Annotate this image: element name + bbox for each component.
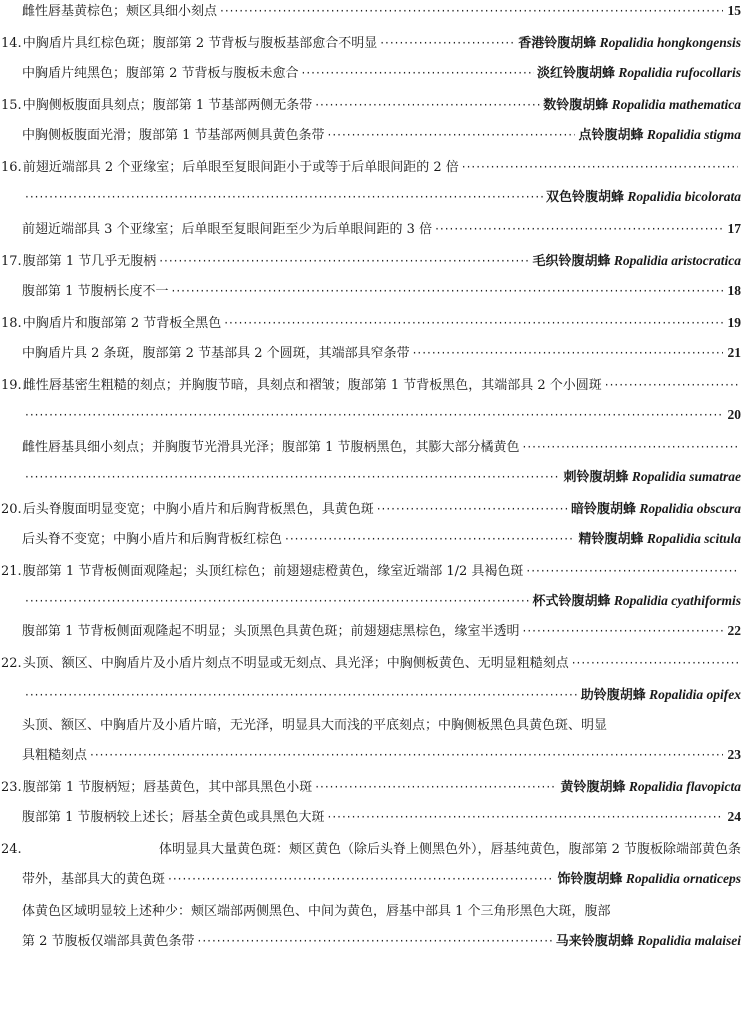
next-couplet-number: 15 — [727, 3, 741, 18]
key-line — [0, 744, 745, 766]
dot-leader — [198, 933, 553, 950]
couplet-reference — [726, 282, 742, 300]
character-description: 后头脊腹面明显变宽；中胸小盾片和后胸背板黑色，具黄色斑 — [22, 501, 374, 517]
key-line — [0, 156, 745, 178]
species-result — [556, 932, 741, 950]
character-description: 腹部第 1 节腹柄短；唇基黄色，其中部具黑色小斑 — [22, 779, 313, 795]
couplet-number: 20. — [1, 501, 22, 517]
next-couplet-number: 17 — [727, 221, 741, 236]
species-chinese-name: 淡红铃腹胡蜂 — [536, 66, 615, 81]
dot-leader — [224, 315, 722, 332]
dot-leader — [315, 97, 540, 114]
dot-leader — [302, 65, 534, 82]
couplet-number: 24. — [1, 841, 22, 857]
next-couplet-number: 22 — [727, 623, 741, 638]
species-scientific-name: Ropalidia rufocollaris — [614, 65, 741, 80]
character-description: 雌性唇基黄棕色；颊区具细小刻点 — [22, 3, 218, 19]
key-line — [0, 498, 745, 520]
key-line — [0, 528, 745, 550]
species-chinese-name: 助铃腹胡蜂 — [580, 688, 646, 703]
species-scientific-name: Ropalidia cyathiformis — [610, 593, 741, 608]
key-line — [0, 62, 745, 84]
key-line — [0, 620, 745, 642]
dot-leader — [523, 623, 723, 640]
key-line — [0, 404, 745, 426]
character-description: 雌性唇基密生粗糙的刻点；并胸腹节暗，具刻点和褶皱；腹部第 1 节背板黑色，其端部具 2 个小圆斑 — [22, 377, 602, 393]
species-result — [532, 252, 741, 270]
character-description: 头顶、额区、中胸盾片及小盾片刻点不明显或无刻点、具光泽；中胸侧板黄色、无明显粗糙刻点 — [22, 655, 569, 671]
character-description: 中胸侧板腹面具刻点；腹部第 1 节基部两侧无条带 — [22, 97, 313, 113]
key-line — [0, 374, 745, 396]
couplet-reference — [726, 406, 742, 424]
dot-leader — [328, 127, 576, 144]
character-description: 中胸盾片纯黑色；腹部第 2 节背板与腹板未愈合 — [22, 65, 299, 81]
species-chinese-name: 数铃腹胡蜂 — [543, 98, 609, 113]
couplet-reference — [726, 220, 742, 238]
couplet-reference — [726, 808, 742, 826]
key-line — [0, 32, 745, 54]
species-scientific-name: Ropalidia mathematica — [608, 97, 741, 112]
key-line — [0, 250, 745, 272]
species-scientific-name: Ropalidia aristocratica — [610, 253, 741, 268]
couplet-reference — [726, 344, 742, 362]
dot-leader — [159, 253, 529, 270]
dot-leader — [462, 159, 738, 176]
dot-leader — [605, 377, 738, 394]
couplet-number: 15. — [1, 97, 22, 113]
species-chinese-name: 马来铃腹胡蜂 — [555, 934, 634, 949]
species-scientific-name: Ropalidia obscura — [635, 501, 741, 516]
character-description: 中胸盾片和腹部第 2 节背板全黑色 — [22, 315, 222, 331]
species-result — [546, 188, 741, 206]
species-result — [578, 126, 741, 144]
character-description: 腹部第 1 节背板侧面观隆起；头顶红棕色；前翅翅痣橙黄色，缘室近端部 1/2 具褐色斑 — [22, 563, 524, 579]
species-chinese-name: 暗铃腹胡蜂 — [570, 502, 636, 517]
species-scientific-name: Ropalidia opifex — [645, 687, 741, 702]
couplet-number: 23. — [1, 779, 22, 795]
next-couplet-number: 24 — [727, 809, 741, 824]
key-line — [0, 652, 745, 674]
dot-leader — [435, 221, 722, 238]
couplet-reference — [726, 2, 742, 20]
next-couplet-number: 20 — [727, 407, 741, 422]
species-scientific-name: Ropalidia flavopicta — [625, 779, 741, 794]
character-description: 中胸盾片具 2 条斑，腹部第 2 节基部具 2 个圆斑，其端部具窄条带 — [22, 345, 410, 361]
species-result — [571, 500, 741, 518]
dot-leader — [220, 3, 722, 20]
species-scientific-name: Ropalidia bicolorata — [623, 189, 741, 204]
species-scientific-name: Ropalidia sumatrae — [628, 469, 741, 484]
next-couplet-number: 21 — [727, 345, 741, 360]
dot-leader — [413, 345, 723, 362]
couplet-reference — [726, 314, 742, 332]
dot-leader — [172, 283, 723, 300]
species-scientific-name: Ropalidia malaisei — [633, 933, 741, 948]
species-result — [557, 870, 741, 888]
species-result — [581, 686, 741, 704]
character-description: 腹部第 1 节几乎无腹柄 — [22, 253, 157, 269]
couplet-number: 22. — [1, 655, 22, 671]
species-result — [537, 64, 741, 82]
next-couplet-number: 18 — [727, 283, 741, 298]
key-line — [0, 342, 745, 364]
species-scientific-name: Ropalidia stigma — [643, 127, 741, 142]
species-scientific-name: Ropalidia ornaticeps — [622, 871, 741, 886]
dot-leader — [328, 809, 723, 826]
dot-leader — [572, 655, 738, 672]
species-result — [578, 530, 741, 548]
character-description: 中胸侧板腹面光滑；腹部第 1 节基部两侧具黄色条带 — [22, 127, 325, 143]
key-line — [0, 218, 745, 240]
species-chinese-name: 毛织铃腹胡蜂 — [532, 254, 611, 269]
key-line — [0, 714, 745, 736]
character-description: 前翅近端部具 2 个亚缘室；后单眼至复眼间距小于或等于后单眼间距的 2 倍 — [22, 159, 459, 175]
dot-leader — [25, 469, 560, 486]
species-result — [532, 592, 741, 610]
next-couplet-number: 23 — [727, 747, 741, 762]
key-line — [0, 280, 745, 302]
dot-leader — [25, 407, 723, 424]
character-description: 中胸盾片具红棕色斑；腹部第 2 节背板与腹板基部愈合不明显 — [22, 35, 378, 51]
key-line — [0, 684, 745, 706]
character-description: 带外，基部具大的黄色斑 — [22, 871, 166, 887]
key-line — [0, 124, 745, 146]
species-chinese-name: 香港铃腹胡蜂 — [518, 36, 597, 51]
couplet-number: 19. — [1, 377, 22, 393]
character-description: 腹部第 1 节腹柄长度不一 — [22, 283, 169, 299]
species-chinese-name: 杯式铃腹胡蜂 — [532, 594, 611, 609]
couplet-number: 14. — [1, 35, 22, 51]
species-chinese-name: 饰铃腹胡蜂 — [557, 872, 623, 887]
dot-leader — [523, 439, 738, 456]
character-description: 前翅近端部具 3 个亚缘室；后单眼至复眼间距至少为后单眼间距的 3 倍 — [22, 221, 433, 237]
character-description: 体明显具大量黄色斑：颊区黄色（除后头脊上侧黑色外），唇基纯黄色，腹部第 2 节腹板除端部黄色条 — [158, 841, 741, 857]
species-scientific-name: Ropalidia scitula — [643, 531, 741, 546]
species-result — [518, 34, 741, 52]
dot-leader — [380, 35, 515, 52]
dot-leader — [90, 747, 722, 764]
couplet-number: 21. — [1, 563, 22, 579]
dot-leader — [25, 189, 543, 206]
species-chinese-name: 点铃腹胡蜂 — [578, 128, 644, 143]
character-description: 雌性唇基具细小刻点；并胸腹节光滑具光泽；腹部第 1 节腹柄黑色，其膨大部分橘黄色 — [22, 439, 520, 455]
character-description: 后头脊不变宽；中胸小盾片和后胸背板红棕色 — [22, 531, 283, 547]
next-couplet-number: 19 — [727, 315, 741, 330]
key-line — [0, 868, 745, 890]
couplet-reference — [726, 746, 742, 764]
key-line — [0, 930, 745, 952]
key-line — [0, 466, 745, 488]
species-result — [563, 468, 741, 486]
dot-leader — [285, 531, 575, 548]
species-result — [543, 96, 741, 114]
key-line — [0, 0, 745, 22]
character-description: 具粗糙刻点 — [22, 747, 88, 763]
key-line — [0, 776, 745, 798]
character-description: 腹部第 1 节腹柄较上述长；唇基全黄色或具黑色大斑 — [22, 809, 325, 825]
key-line — [0, 590, 745, 612]
species-chinese-name: 双色铃腹胡蜂 — [545, 190, 624, 205]
couplet-reference — [726, 622, 742, 640]
character-description: 第 2 节腹板仅端部具黄色条带 — [22, 933, 195, 949]
species-scientific-name: Ropalidia hongkongensis — [596, 35, 741, 50]
key-line — [0, 312, 745, 334]
couplet-number: 16. — [1, 159, 22, 175]
dot-leader — [25, 687, 578, 704]
couplet-number: 18. — [1, 315, 22, 331]
couplet-number: 17. — [1, 253, 22, 269]
key-line — [0, 838, 745, 860]
key-line — [0, 560, 745, 582]
key-line — [0, 900, 745, 922]
species-chinese-name: 刺铃腹胡蜂 — [563, 470, 629, 485]
dot-leader — [25, 593, 529, 610]
dot-leader — [168, 871, 554, 888]
key-line — [0, 94, 745, 116]
dot-leader — [526, 563, 738, 580]
character-description: 体黄色区域明显较上述种少：颊区端部两侧黑色、中间为黄色，唇基中部具 1 个三角形黑色大斑，腹部 — [22, 903, 611, 919]
key-line — [0, 186, 745, 208]
character-description: 头顶、额区、中胸盾片及小盾片暗，无光泽，明显具大而浅的平底刻点；中胸侧板黑色具黄色斑、明显 — [22, 717, 608, 733]
species-chinese-name: 精铃腹胡蜂 — [578, 532, 644, 547]
species-result — [560, 778, 741, 796]
dot-leader — [315, 779, 557, 796]
key-line — [0, 436, 745, 458]
key-line — [0, 806, 745, 828]
character-description: 腹部第 1 节背板侧面观隆起不明显；头顶黑色具黄色斑；前翅翅痣黑棕色，缘室半透明 — [22, 623, 520, 639]
species-chinese-name: 黄铃腹胡蜂 — [560, 780, 626, 795]
dot-leader — [377, 501, 568, 518]
